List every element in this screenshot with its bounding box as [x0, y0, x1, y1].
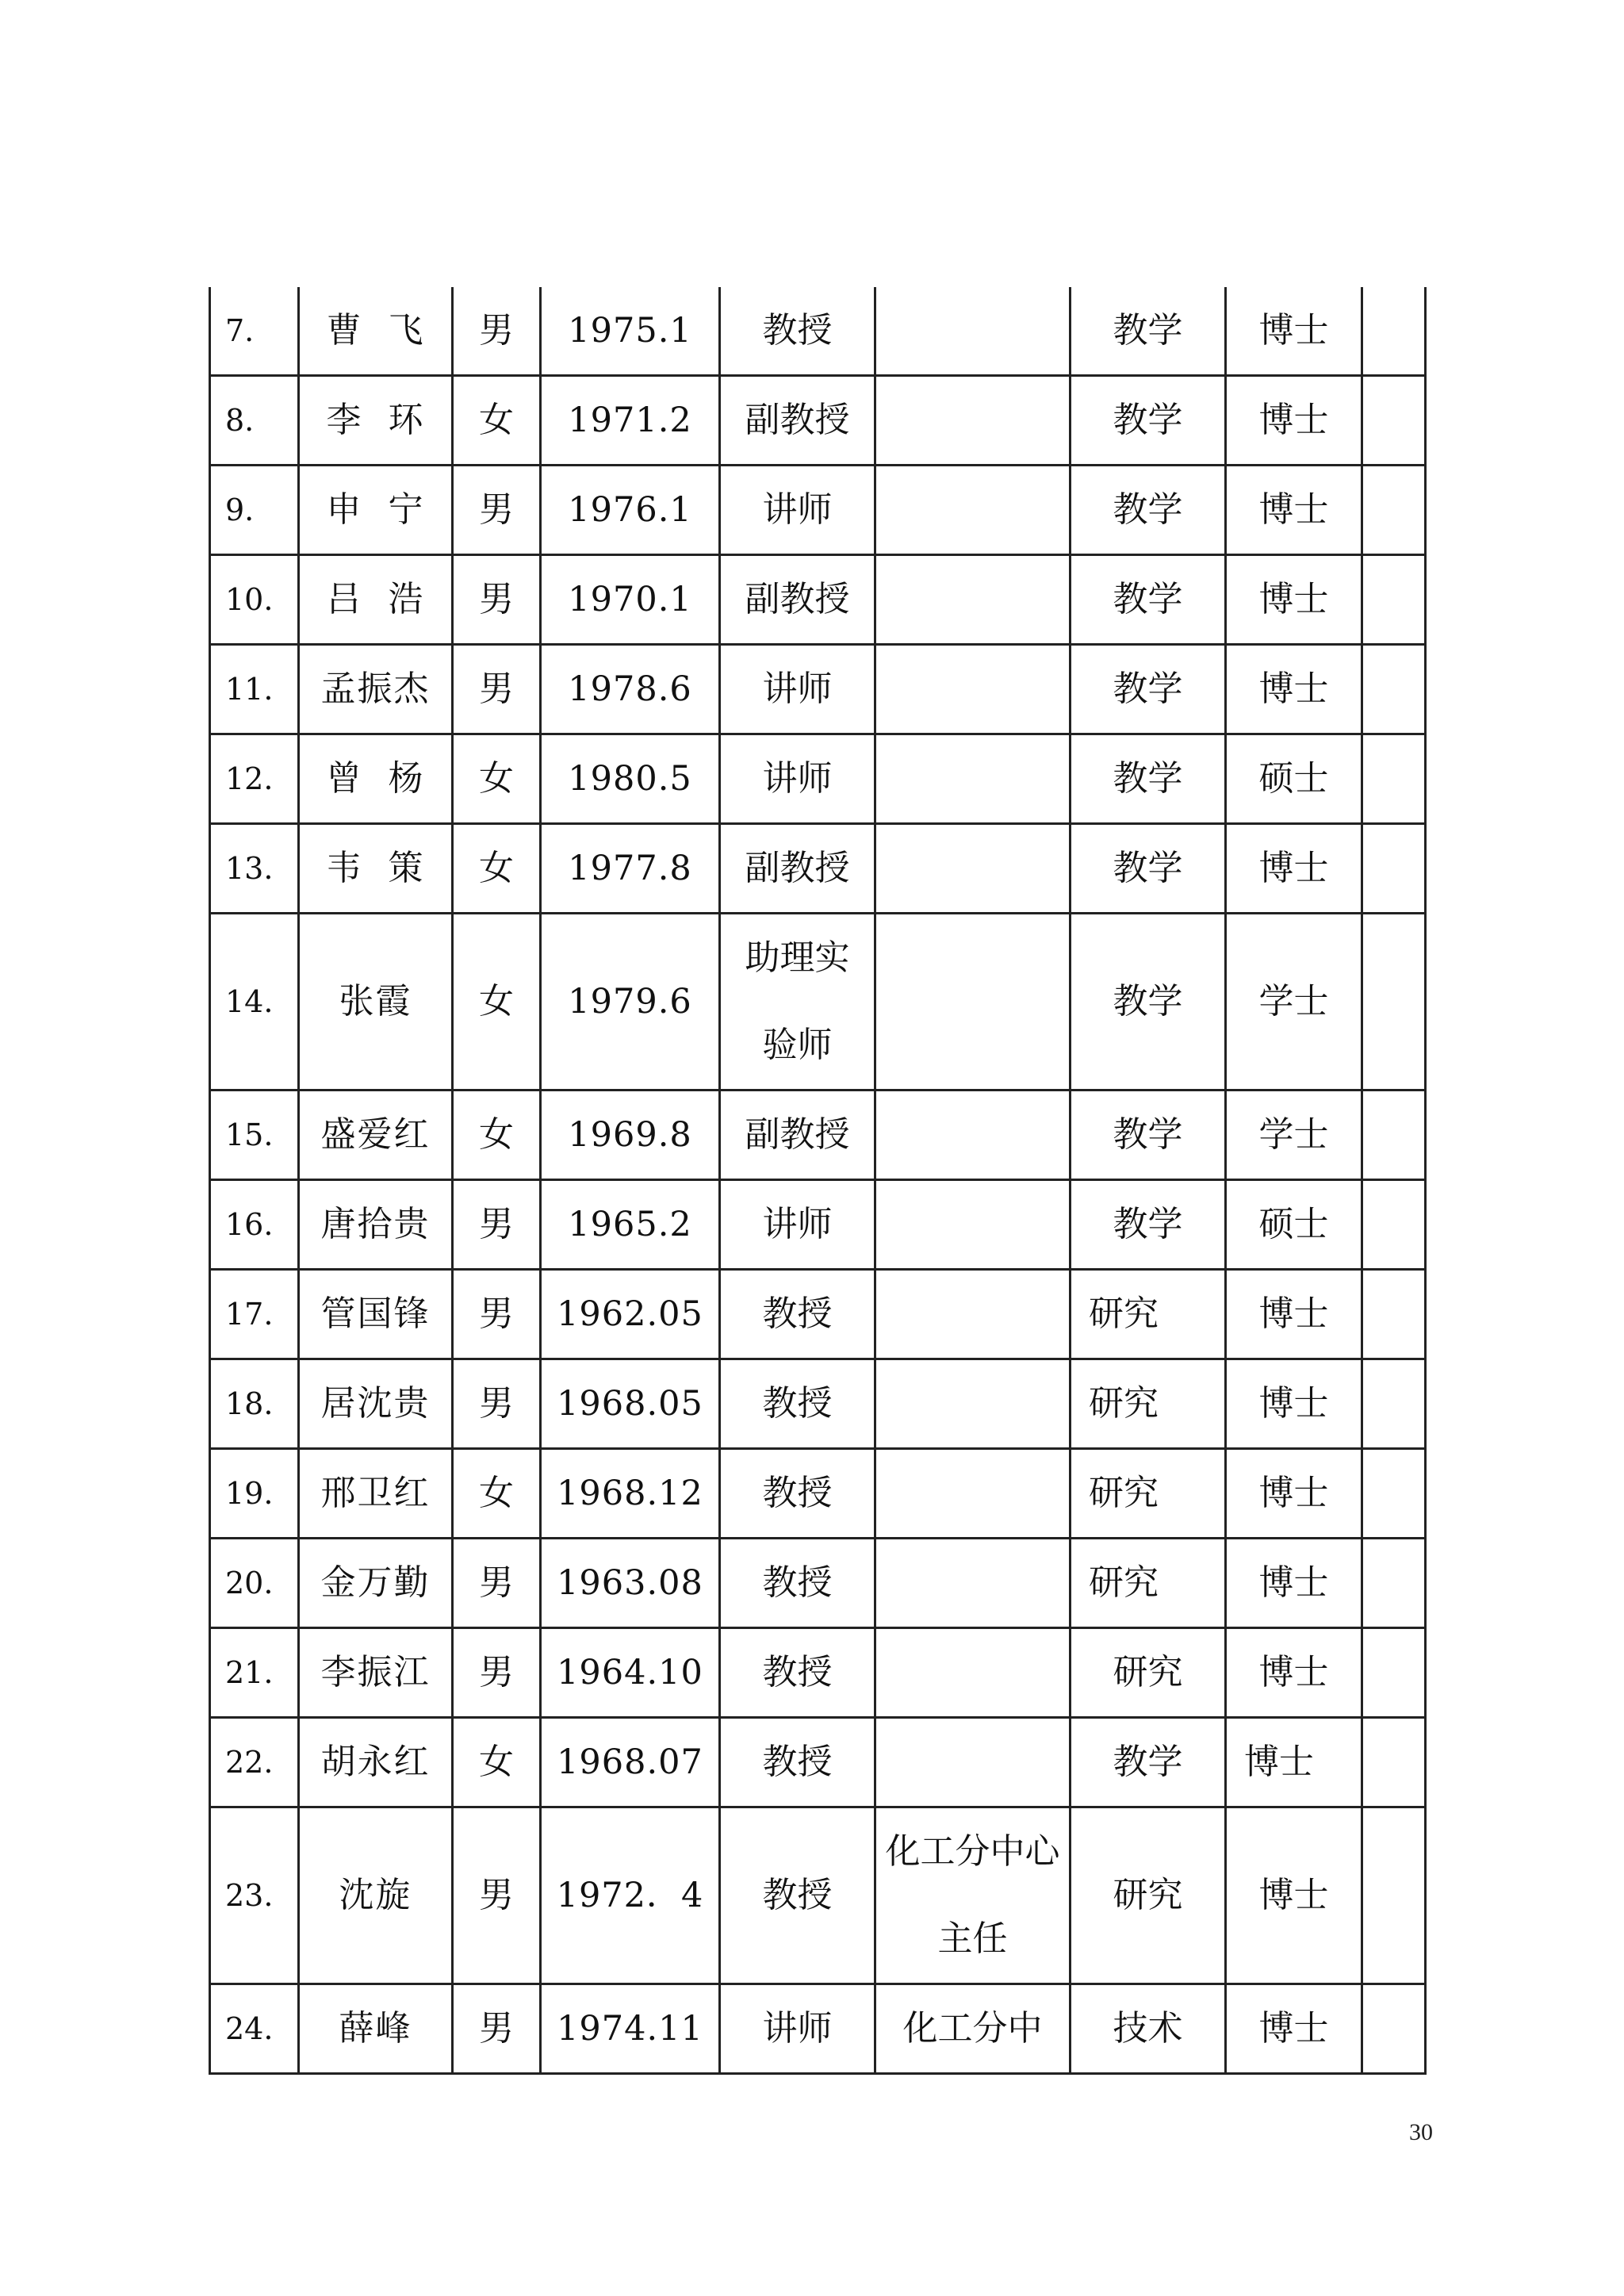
staff-type-cell: 技术 [1071, 1984, 1226, 2074]
title-cell: 教授 [720, 1449, 875, 1539]
table-row [210, 287, 1426, 376]
gender-cell: 男 [453, 1270, 541, 1359]
row-number-cell: 10. [210, 555, 299, 645]
birth-date-cell: 1971.2 [541, 376, 720, 466]
note-cell [1362, 914, 1426, 1091]
degree-cell: 博士 [1226, 824, 1362, 914]
title-cell: 教授 [720, 1807, 875, 1984]
title-cell: 教授 [720, 1718, 875, 1807]
note-cell [1362, 645, 1426, 734]
gender-cell: 男 [453, 1628, 541, 1718]
birth-date-cell: 1968.12 [541, 1449, 720, 1539]
staff-type-cell: 教学 [1071, 914, 1226, 1091]
gender-cell: 女 [453, 824, 541, 914]
name-cell: 邢卫红 [299, 1449, 453, 1539]
degree-cell: 博士 [1226, 466, 1362, 555]
position-cell [875, 466, 1071, 555]
table-row [210, 1807, 1426, 1984]
gender-cell: 女 [453, 1718, 541, 1807]
birth-date-cell: 1975.1 [541, 287, 720, 376]
birth-date-cell: 1968.07 [541, 1718, 720, 1807]
degree-cell: 博士 [1226, 1718, 1362, 1807]
title-cell: 教授 [720, 287, 875, 376]
table-row [210, 1270, 1426, 1359]
name-cell: 申 宁 [299, 466, 453, 555]
row-number-cell: 11. [210, 645, 299, 734]
birth-date-cell: 1979.6 [541, 914, 720, 1091]
table-row [210, 914, 1426, 1091]
name-cell: 曾 杨 [299, 734, 453, 824]
staff-type-cell: 研究 [1071, 1807, 1226, 1984]
note-cell [1362, 466, 1426, 555]
table-row [210, 1180, 1426, 1270]
position-cell [875, 1091, 1071, 1180]
degree-cell: 博士 [1226, 1270, 1362, 1359]
birth-date-cell: 1968.05 [541, 1359, 720, 1449]
gender-cell: 女 [453, 1091, 541, 1180]
note-cell [1362, 1984, 1426, 2074]
gender-cell: 男 [453, 287, 541, 376]
table-row [210, 824, 1426, 914]
title-cell: 讲师 [720, 645, 875, 734]
position-cell [875, 1180, 1071, 1270]
note-cell [1362, 1807, 1426, 1984]
staff-type-cell: 教学 [1071, 287, 1226, 376]
note-cell [1362, 1180, 1426, 1270]
staff-type-cell: 教学 [1071, 1091, 1226, 1180]
row-number-cell: 24. [210, 1984, 299, 2074]
birth-date-cell: 1969.8 [541, 1091, 720, 1180]
title-cell: 副教授 [720, 1091, 875, 1180]
row-number-cell: 7. [210, 287, 299, 376]
degree-cell: 学士 [1226, 1091, 1362, 1180]
staff-type-cell: 研究 [1071, 1270, 1226, 1359]
gender-cell: 女 [453, 376, 541, 466]
birth-date-cell: 1965.2 [541, 1180, 720, 1270]
title-cell: 讲师 [720, 1984, 875, 2074]
degree-cell: 博士 [1226, 1359, 1362, 1449]
degree-cell: 博士 [1226, 645, 1362, 734]
row-number-cell: 21. [210, 1628, 299, 1718]
staff-type-cell: 教学 [1071, 376, 1226, 466]
name-cell: 韦 策 [299, 824, 453, 914]
page-number: 30 [1409, 2119, 1433, 2145]
note-cell [1362, 1359, 1426, 1449]
table-row [210, 555, 1426, 645]
gender-cell: 男 [453, 466, 541, 555]
position-cell [875, 645, 1071, 734]
position-cell [875, 376, 1071, 466]
table-row [210, 1628, 1426, 1718]
note-cell [1362, 1091, 1426, 1180]
position-cell [875, 287, 1071, 376]
note-cell [1362, 1539, 1426, 1628]
row-number-cell: 17. [210, 1270, 299, 1359]
position-cell [875, 1718, 1071, 1807]
name-cell: 李振江 [299, 1628, 453, 1718]
note-cell [1362, 824, 1426, 914]
position-cell [875, 914, 1071, 1091]
position-cell [875, 1449, 1071, 1539]
position-cell [875, 1270, 1071, 1359]
title-cell: 讲师 [720, 466, 875, 555]
name-cell: 唐拾贵 [299, 1180, 453, 1270]
title-cell: 教授 [720, 1539, 875, 1628]
row-number-cell: 8. [210, 376, 299, 466]
gender-cell: 男 [453, 645, 541, 734]
staff-type-cell: 研究 [1071, 1539, 1226, 1628]
name-cell: 李 环 [299, 376, 453, 466]
row-number-cell: 15. [210, 1091, 299, 1180]
table-row [210, 1091, 1426, 1180]
position-cell: 化工分中 [875, 1984, 1071, 2074]
name-cell: 薛峰 [299, 1984, 453, 2074]
staff-type-cell: 教学 [1071, 734, 1226, 824]
gender-cell: 女 [453, 734, 541, 824]
gender-cell: 男 [453, 1180, 541, 1270]
name-cell: 张霞 [299, 914, 453, 1091]
table-row [210, 1984, 1426, 2074]
degree-cell: 学士 [1226, 914, 1362, 1091]
title-cell: 讲师 [720, 1180, 875, 1270]
staff-type-cell: 教学 [1071, 645, 1226, 734]
row-number-cell: 18. [210, 1359, 299, 1449]
staff-type-cell: 研究 [1071, 1628, 1226, 1718]
note-cell [1362, 1718, 1426, 1807]
row-number-cell: 9. [210, 466, 299, 555]
staff-type-cell: 教学 [1071, 824, 1226, 914]
name-cell: 沈旋 [299, 1807, 453, 1984]
note-cell [1362, 734, 1426, 824]
row-number-cell: 12. [210, 734, 299, 824]
birth-date-cell: 1963.08 [541, 1539, 720, 1628]
row-number-cell: 13. [210, 824, 299, 914]
staff-table [209, 287, 1427, 2075]
gender-cell: 男 [453, 1539, 541, 1628]
staff-type-cell: 研究 [1071, 1449, 1226, 1539]
position-cell [875, 555, 1071, 645]
table-row [210, 1539, 1426, 1628]
table-row [210, 376, 1426, 466]
note-cell [1362, 1270, 1426, 1359]
birth-date-cell: 1964.10 [541, 1628, 720, 1718]
row-number-cell: 23. [210, 1807, 299, 1984]
gender-cell: 男 [453, 1359, 541, 1449]
note-cell [1362, 1449, 1426, 1539]
birth-date-cell: 1974.11 [541, 1984, 720, 2074]
gender-cell: 男 [453, 1984, 541, 2074]
title-cell: 教授 [720, 1270, 875, 1359]
gender-cell: 女 [453, 914, 541, 1091]
degree-cell: 博士 [1226, 376, 1362, 466]
position-cell [875, 1539, 1071, 1628]
degree-cell: 硕士 [1226, 734, 1362, 824]
degree-cell: 博士 [1226, 287, 1362, 376]
note-cell [1362, 376, 1426, 466]
row-number-cell: 20. [210, 1539, 299, 1628]
title-cell: 助理实 验师 [720, 914, 875, 1091]
birth-date-cell: 1972．4 [541, 1807, 720, 1984]
note-cell [1362, 287, 1426, 376]
row-number-cell: 14. [210, 914, 299, 1091]
staff-type-cell: 研究 [1071, 1359, 1226, 1449]
name-cell: 管国锋 [299, 1270, 453, 1359]
name-cell: 盛爱红 [299, 1091, 453, 1180]
title-cell: 讲师 [720, 734, 875, 824]
gender-cell: 男 [453, 555, 541, 645]
birth-date-cell: 1976.1 [541, 466, 720, 555]
position-cell [875, 824, 1071, 914]
position-cell: 化工分中心 主任 [875, 1807, 1071, 1984]
position-cell [875, 1628, 1071, 1718]
table-row [210, 1449, 1426, 1539]
name-cell: 曹 飞 [299, 287, 453, 376]
name-cell: 吕 浩 [299, 555, 453, 645]
degree-cell: 博士 [1226, 1628, 1362, 1718]
birth-date-cell: 1978.6 [541, 645, 720, 734]
note-cell [1362, 555, 1426, 645]
table-row [210, 1718, 1426, 1807]
table-row [210, 645, 1426, 734]
staff-type-cell: 教学 [1071, 466, 1226, 555]
title-cell: 副教授 [720, 555, 875, 645]
staff-type-cell: 教学 [1071, 1718, 1226, 1807]
birth-date-cell: 1962.05 [541, 1270, 720, 1359]
degree-cell: 博士 [1226, 1449, 1362, 1539]
table-row [210, 1359, 1426, 1449]
row-number-cell: 22. [210, 1718, 299, 1807]
row-number-cell: 16. [210, 1180, 299, 1270]
degree-cell: 博士 [1226, 1984, 1362, 2074]
staff-type-cell: 教学 [1071, 1180, 1226, 1270]
table-row [210, 734, 1426, 824]
position-cell [875, 1359, 1071, 1449]
title-cell: 教授 [720, 1359, 875, 1449]
position-cell [875, 734, 1071, 824]
gender-cell: 男 [453, 1807, 541, 1984]
birth-date-cell: 1980.5 [541, 734, 720, 824]
degree-cell: 博士 [1226, 1807, 1362, 1984]
title-cell: 副教授 [720, 376, 875, 466]
degree-cell: 博士 [1226, 555, 1362, 645]
table-body [210, 287, 1426, 2074]
degree-cell: 硕士 [1226, 1180, 1362, 1270]
name-cell: 金万勤 [299, 1539, 453, 1628]
gender-cell: 女 [453, 1449, 541, 1539]
birth-date-cell: 1977.8 [541, 824, 720, 914]
birth-date-cell: 1970.1 [541, 555, 720, 645]
name-cell: 孟振杰 [299, 645, 453, 734]
row-number-cell: 19. [210, 1449, 299, 1539]
name-cell: 胡永红 [299, 1718, 453, 1807]
title-cell: 教授 [720, 1628, 875, 1718]
degree-cell: 博士 [1226, 1539, 1362, 1628]
note-cell [1362, 1628, 1426, 1718]
table-row [210, 466, 1426, 555]
title-cell: 副教授 [720, 824, 875, 914]
staff-type-cell: 教学 [1071, 555, 1226, 645]
name-cell: 居沈贵 [299, 1359, 453, 1449]
